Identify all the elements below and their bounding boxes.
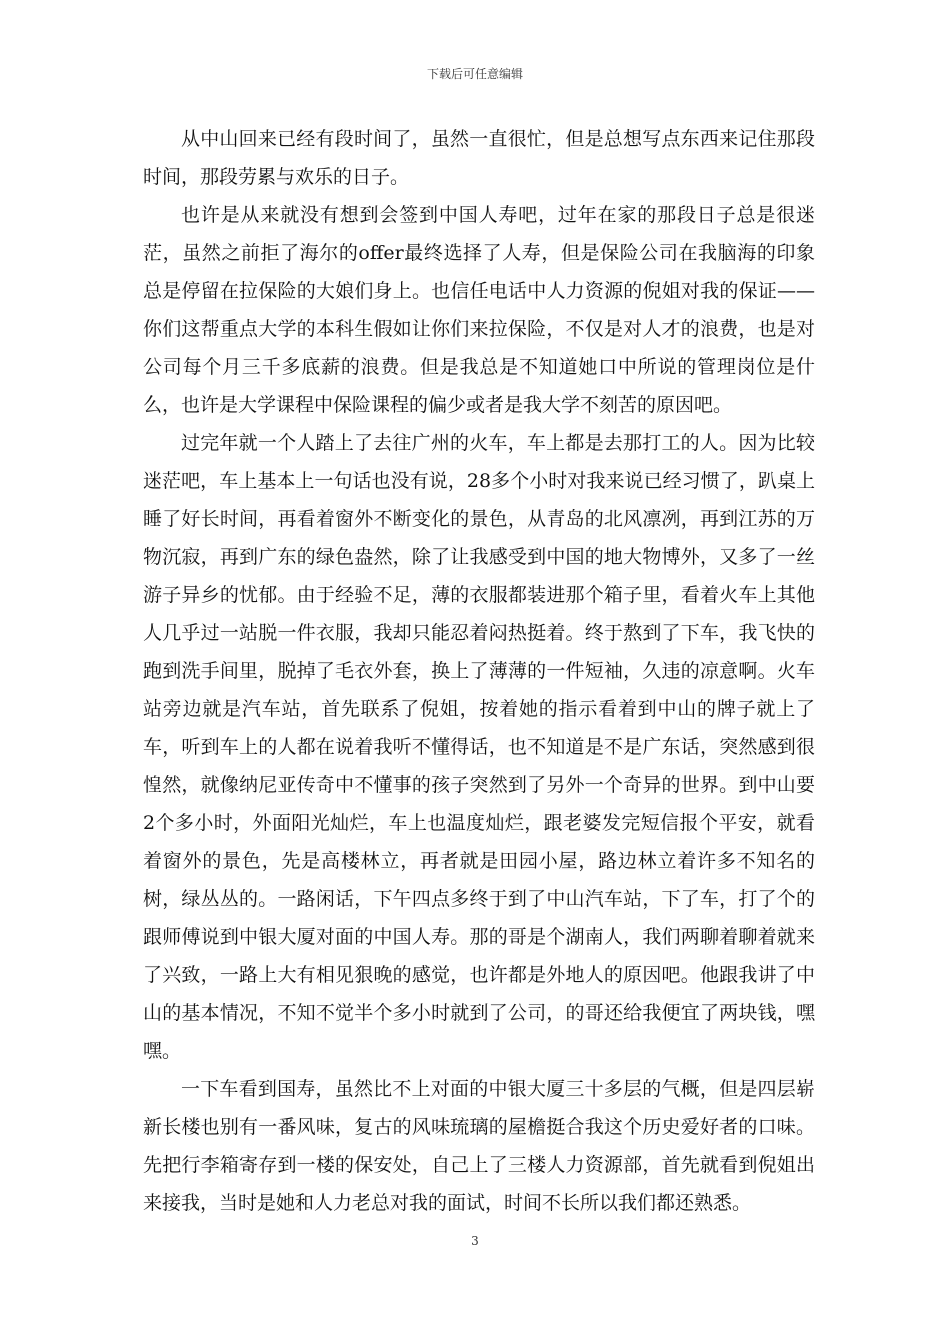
page-number: 3 (471, 1234, 479, 1248)
paragraph: 一下车看到国寿，虽然比不上对面的中银大厦三十多层的气概，但是四层崭新长楼也别有一番风味，复古的风味琉璃的屋檐挺合我这个历史爱好者的口味。先把行李箱寄存到一楼的保安处，自己上了三楼人力资源部，首先就看到倪姐出来接我，当时是她和人力老总对我的面试，时间不长所以我们都还熟悉。 (143, 1078, 815, 1214)
paragraph: 过完年就一个人踏上了去往广州的火车，车上都是去那打工的人。因为比较迷茫吧，车上基本上一句话也没有说，28多个小时对我来说已经习惯了，趴桌上睡了好长时间，再看着窗外不断变化的景色，从青岛的北风凛冽，再到江苏的万物沉寂，再到广东的绿色盎然，除了让我感受到中国的地大物博外，又多了一丝游子异乡的忧郁。由于经验不足，薄的衣服都装进那个箱子里，看着火车上其他人几乎过一站脱一件衣服，我却只能忍着闷热挺着。终于熬到了下车，我飞快的跑到洗手间里，脱掉了毛衣外套，换上了薄薄的一件短袖，久违的凉意啊。火车站旁边就是汽车站，首先联系了倪姐，按着她的指示看着到中山的牌子就上了车，听到车上的人都在说着我听不懂得话，也不知道是不是广东话，突然感到很惶然，就像纳尼亚传奇中不懂事的孩子突然到了另外一个奇异的世界。到中山要2个多小时，外面阳光灿烂，车上也温度灿烂，跟老婆发完短信报个平安，就看着窗外的景色，先是高楼林立，再者就是田园小屋，路边林立着许多不知名的树，绿丛丛的。一路闲话，下午四点多终于到了中山汽车站，下了车，打了个的跟师傅说到中银大厦对面的中国人寿。那的哥是个湖南人，我们两聊着聊着就来了兴致，一路上大有相见狠晚的感觉，也许都是外地人的原因吧。他跟我讲了中山的基本情况，不知不觉半个多小时就到了公司，的哥还给我便宜了两块钱，嘿嘿。 (143, 432, 815, 1062)
document-body (143, 120, 815, 1222)
paragraph: 也许是从来就没有想到会签到中国人寿吧，过年在家的那段日子总是很迷茫，虽然之前拒了海尔的offer最终选择了人寿，但是保险公司在我脑海的印象总是停留在拉保险的大娘们身上。也信任电话中人力资源的倪姐对我的保证——你们这帮重点大学的本科生假如让你们来拉保险，不仅是对人才的浪费，也是对公司每个月三千多底薪的浪费。但是我总是不知道她口中所说的管理岗位是什么，也许是大学课程中保险课程的偏少或者是我大学不刻苦的原因吧。 (143, 204, 815, 416)
page-header: 下载后可任意编辑 (426, 67, 523, 81)
paragraph: 从中山回来已经有段时间了，虽然一直很忙，但是总想写点东西来记住那段时间，那段劳累与欢乐的日子。 (143, 128, 815, 188)
